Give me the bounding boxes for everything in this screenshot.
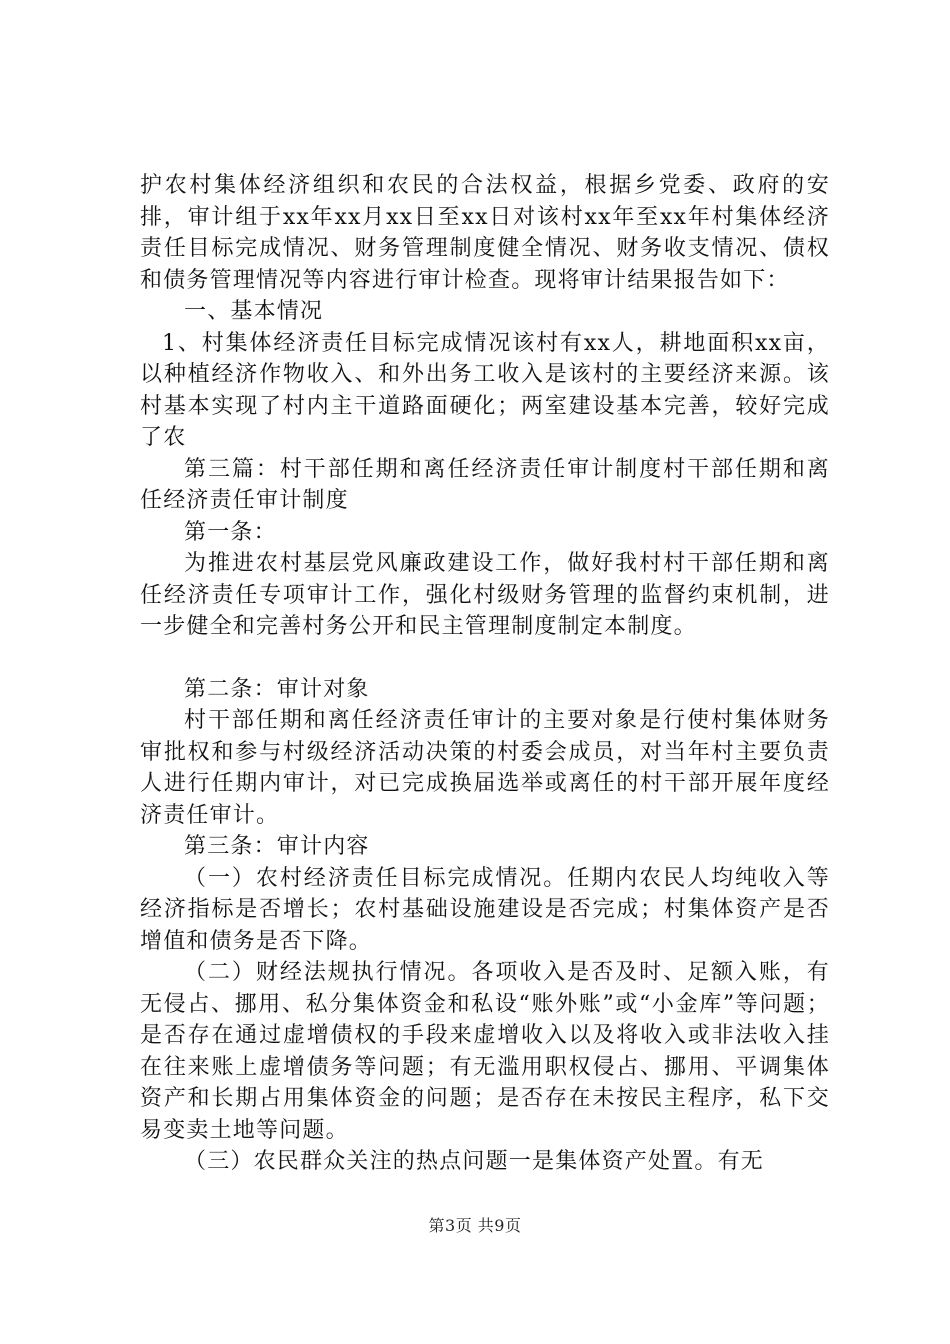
article-3-item-1: （一）农村经济责任目标完成情况。任期内农民人均纯收入等经济指标是否增长；农村基础设施建设是否完成；村集体资产是否增值和债务是否下降。 xyxy=(140,865,830,954)
paragraph-intro: 护农村集体经济组织和农民的合法权益，根据乡党委、政府的安排，审计组于xx年xx月xx日至xx日对该村xx年至xx年村集体经济责任目标完成情况、财务管理制度健全情况、财务收支情况、债权和债务管理情况等内容进行审计检查。现将审计结果报告如下： xyxy=(140,173,830,293)
document-body xyxy=(140,170,830,1178)
page-number-footer: 第3页 共9页 xyxy=(428,1216,522,1235)
article-3-item-2: （二）财经法规执行情况。各项收入是否及时、足额入账，有无侵占、挪用、私分集体资金和私设“账外账”或“小金库”等问题；是否存在通过虚增债权的手段来虚增收入以及将收入或非法收入挂在往来账上虚增债务等问题；有无滥用职权侵占、挪用、平调集体资产和长期占用集体资金的问题；是否存在未按民主程序，私下交易变卖土地等问题。 xyxy=(140,960,830,1143)
section-heading-basic: 一、基本情况 xyxy=(184,299,324,324)
paragraph-basic-1: 1、村集体经济责任目标完成情况该村有xx人，耕地面积xx亩，以种植经济作物收入、和外出务工收入是该村的主要经济来源。该村基本实现了村内主干道路面硬化；两室建设基本完善，较好完成了农 xyxy=(140,330,830,450)
article-3-heading: 第三条：审计内容 xyxy=(184,834,370,859)
article-1-heading: 第一条： xyxy=(184,519,277,545)
article-3-item-3: （三）农民群众关注的热点问题一是集体资产处置。有无 xyxy=(184,1149,765,1174)
article-2-heading: 第二条：审计对象 xyxy=(184,676,370,702)
article-1-body: 为推进农村基层党风廉政建设工作，做好我村村干部任期和离任经济责任专项审计工作，强化村级财务管理的监督约束机制，进一步健全和完善村务公开和民主管理制度制定本制度。 xyxy=(140,551,830,639)
chapter-heading: 第三篇：村干部任期和离任经济责任审计制度村干部任期和离任经济责任审计制度 xyxy=(140,456,830,513)
article-2-body: 村干部任期和离任经济责任审计的主要对象是行使村集体财务审批权和参与村级经济活动决策的村委会成员，对当年村主要负责人进行任期内审计，对已完成换届选举或离任的村干部开展年度经济责任审计。 xyxy=(140,708,830,828)
paragraph-spacer xyxy=(140,643,830,674)
